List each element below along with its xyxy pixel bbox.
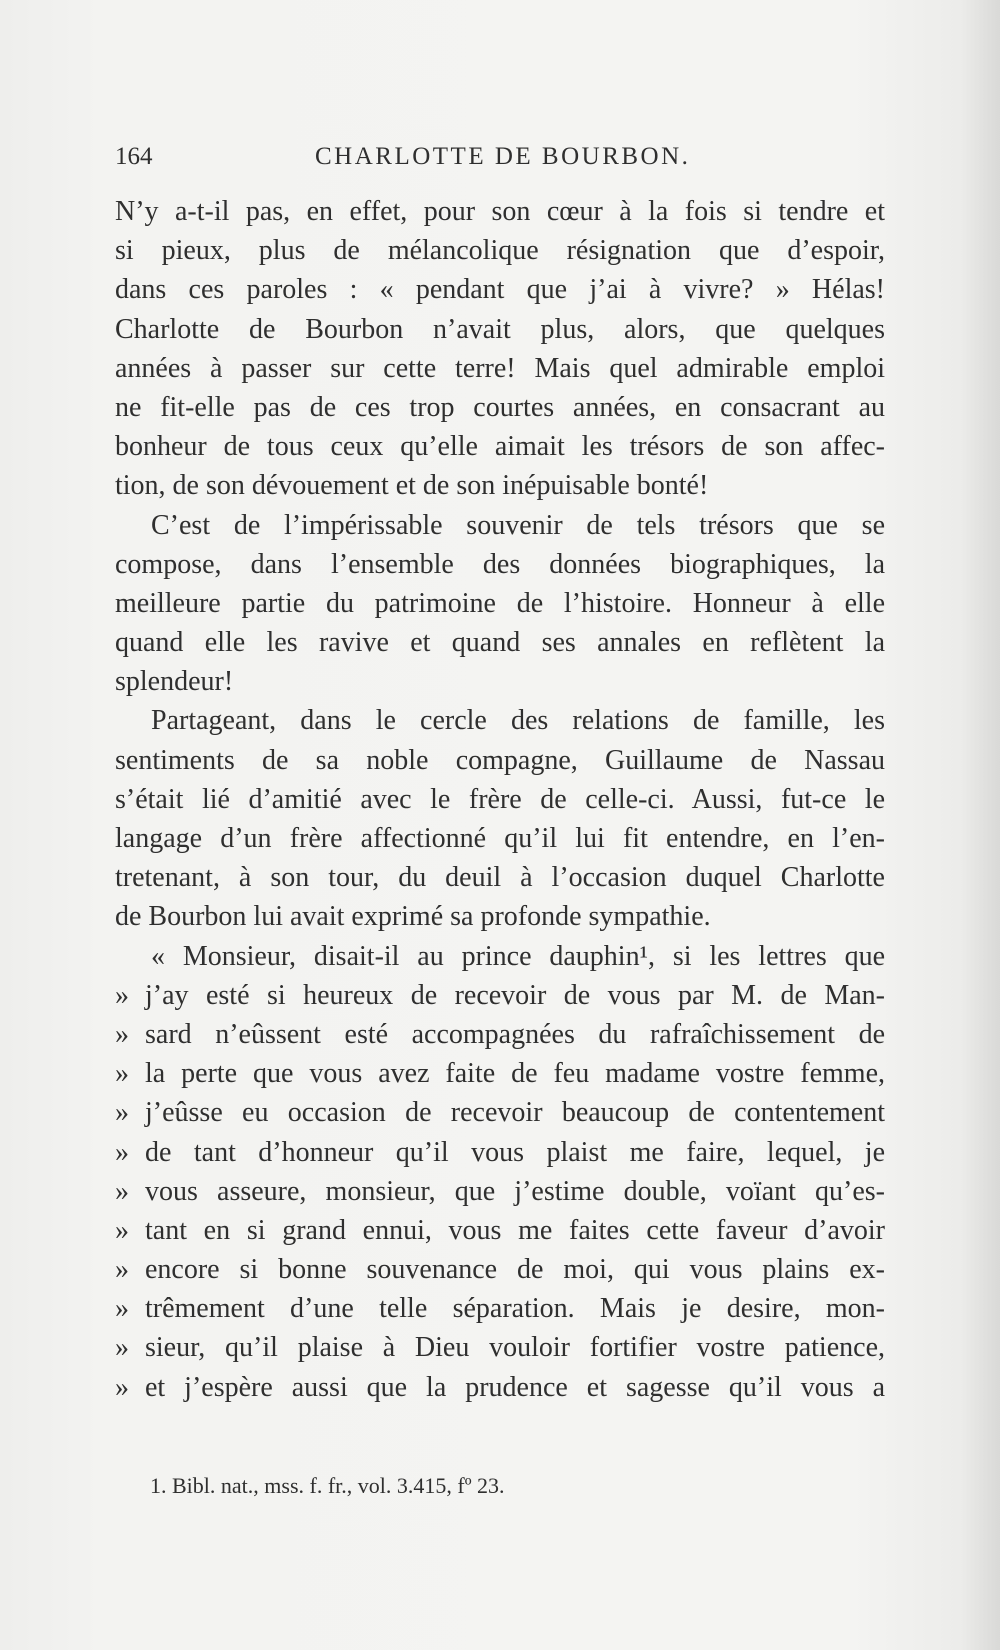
quote-mark: » xyxy=(115,1332,129,1364)
text-line: meilleure partie du patrimoine de l’histoire. Honneur à elle xyxy=(115,587,885,619)
text-line: Charlotte de Bourbon n’avait plus, alors, que quelques xyxy=(115,313,885,345)
quote-line xyxy=(115,1133,885,1172)
quote-line-text: tant en si grand ennui, vous me faites cette faveur d’avoir xyxy=(145,1214,885,1246)
quote-mark: » xyxy=(115,1254,129,1286)
quote-line-text: sard n’eûssent esté accompagnées du rafraîchissement de xyxy=(145,1018,885,1050)
quote-line xyxy=(115,1211,885,1250)
quote-line xyxy=(115,1328,885,1367)
text-line: N’y a-t-il pas, en effet, pour son cœur à la fois si tendre et xyxy=(115,196,885,227)
text-line: années à passer sur cette terre! Mais quel admirable emploi xyxy=(115,352,885,384)
text-line: bonheur de tous ceux qu’elle aimait les trésors de son affec- xyxy=(115,431,885,463)
quote-mark: » xyxy=(115,1018,129,1050)
text-line: ne fit-elle pas de ces trop courtes années, en consacrant au xyxy=(115,391,885,423)
text-line: Partageant, dans le cercle des relations de famille, les xyxy=(151,705,885,737)
quote-mark: » xyxy=(115,1058,129,1090)
quote-mark: » xyxy=(115,1175,129,1207)
quote-line xyxy=(115,1172,885,1211)
body-text xyxy=(115,192,885,1407)
text-line: de Bourbon lui avait exprimé sa profonde sympathie. xyxy=(115,901,711,933)
quote-line xyxy=(115,976,885,1015)
text-line: tion, de son dévouement et de son inépuisable bonté! xyxy=(115,470,709,502)
quote-line-text: la perte que vous avez faite de feu madame vostre femme, xyxy=(145,1058,885,1090)
text-line: dans ces paroles : « pendant que j’ai à vivre? » Hélas! xyxy=(115,274,885,306)
quote-mark: » xyxy=(115,1097,129,1129)
quote-mark: » xyxy=(115,1371,129,1403)
text-line: compose, dans l’ensemble des données biographiques, la xyxy=(115,548,885,580)
quote-line-text: vous asseure, monsieur, que j’estime double, voïant qu’es- xyxy=(145,1175,885,1207)
quote-mark: » xyxy=(115,1293,129,1325)
quote-line-text: j’ay esté si heureux de recevoir de vous par M. de Man- xyxy=(145,979,885,1011)
quote-mark: » xyxy=(115,1136,129,1168)
text-line: s’était lié d’amitié avec le frère de celle-ci. Aussi, fut-ce le xyxy=(115,783,885,815)
quote-line xyxy=(115,1054,885,1093)
quote-line xyxy=(115,1093,885,1132)
text-line: quand elle les ravive et quand ses annales en reflètent la xyxy=(115,627,885,659)
text-line: langage d’un frère affectionné qu’il lui fit entendre, en l’en- xyxy=(115,823,885,854)
text-line: tretenant, à son tour, du deuil à l’occasion duquel Charlotte xyxy=(115,862,885,894)
quote-line-text: j’eûsse eu occasion de recevoir beaucoup de contentement xyxy=(145,1097,885,1129)
text-line: « Monsieur, disait-il au prince dauphin¹, si les lettres que xyxy=(151,940,885,972)
running-title: CHARLOTTE DE BOURBON. xyxy=(315,143,691,170)
page-number: 164 xyxy=(115,143,153,170)
quote-line xyxy=(115,1289,885,1328)
running-head xyxy=(115,143,885,177)
quote-line-text: et j’espère aussi que la prudence et sagesse qu’il vous a xyxy=(145,1371,885,1403)
text-line: sentiments de sa noble compagne, Guillaume de Nassau xyxy=(115,744,885,776)
quote-line-text: encore si bonne souvenance de moi, qui vous plains ex- xyxy=(145,1254,885,1286)
text-line: C’est de l’impérissable souvenir de tels trésors que se xyxy=(151,509,885,541)
quote-line-text: de tant d’honneur qu’il vous plaist me faire, lequel, je xyxy=(145,1136,885,1168)
text-line: si pieux, plus de mélancolique résignation que d’espoir, xyxy=(115,235,885,267)
text-line: splendeur! xyxy=(115,666,234,698)
quote-line xyxy=(115,1368,885,1407)
quote-mark: » xyxy=(115,1214,129,1246)
quote-mark: » xyxy=(115,979,129,1011)
footnote: 1. Bibl. nat., mss. f. fr., vol. 3.415, fº 23. xyxy=(150,1473,505,1498)
quote-line xyxy=(115,1015,885,1054)
quote-line-text: trêmement d’une telle séparation. Mais je desire, mon- xyxy=(145,1293,885,1325)
quote-line-text: sieur, qu’il plaise à Dieu vouloir fortifier vostre patience, xyxy=(145,1332,885,1364)
quote-line xyxy=(115,1250,885,1289)
